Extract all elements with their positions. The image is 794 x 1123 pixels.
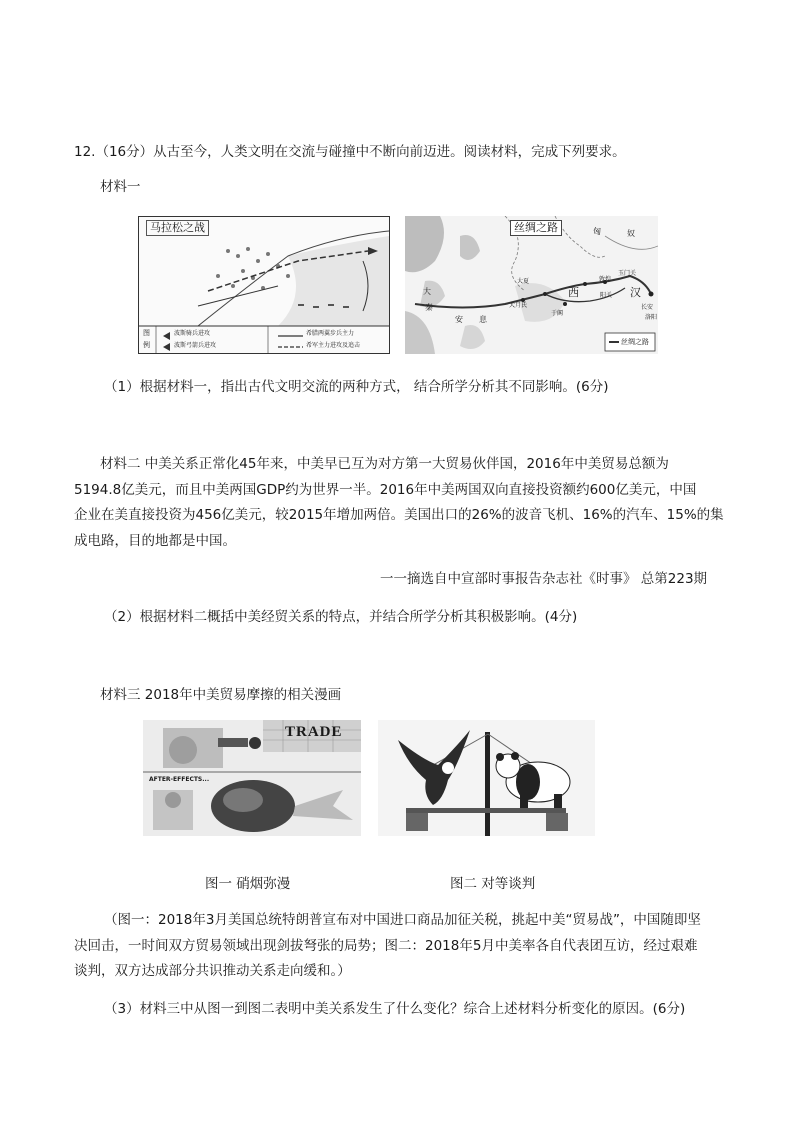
material2-line4: 成电路，目的地都是中国。 — [74, 533, 236, 549]
legend-persian-archers: 波斯弓箭兵进攻 — [174, 342, 217, 349]
material3-note-line2: 决回击，一时间双方贸易领域出现剑拔弩张的局势；图二：2018年5月中美率各自代表团互访，经过艰难 — [74, 938, 698, 954]
place-han: 汉 — [630, 286, 641, 299]
place-dayuezhi: 大月氏 — [509, 302, 528, 309]
place-da: 大 — [423, 287, 431, 296]
place-daxia: 大夏 — [517, 278, 530, 285]
place-xi: 息 — [479, 315, 487, 324]
silk-road-legend: 丝绸之路 — [621, 338, 649, 346]
marathon-battle-map — [138, 216, 390, 354]
cartoon2-caption: 图二 对等谈判 — [450, 876, 536, 892]
place-west: 西 — [568, 286, 579, 299]
question-2: （2）根据材料二概括中美经贸关系的特点，并结合所学分析其积极影响。(4分) — [104, 609, 578, 625]
material1-label: 材料一 — [100, 179, 141, 195]
place-an: 安 — [455, 315, 463, 324]
question-header: 12.（16分）从古至今，人类文明在交流与碰撞中不断向前迈进。阅读材料，完成下列要求。 — [74, 144, 626, 160]
cartoon1-wall-text: TRADE — [285, 724, 343, 740]
place-xiong: 匈 — [593, 227, 601, 236]
silk-road-map — [405, 216, 658, 354]
question-3: （3）材料三中从图一到图二表明中美关系发生了什么变化？综合上述材料分析变化的原因。(6分) — [104, 1001, 686, 1017]
legend-greek-advance: 希军主力进攻及追击 — [306, 342, 361, 349]
question-1: （1）根据材料一，指出古代文明交流的两种方式， 结合所学分析其不同影响。(6分) — [104, 379, 609, 395]
place-dunhuang: 敦煌 — [599, 276, 612, 283]
silk-road-map-title: 丝绸之路 — [510, 220, 562, 236]
material3-note-line1: （图一：2018年3月美国总统特朗普宣布对中国进口商品加征关税，挑起中美“贸易战”，中国随即坚 — [104, 912, 701, 928]
marathon-map-title: 马拉松之战 — [146, 220, 209, 236]
legend-greek-wings: 希腊两翼步兵主力 — [306, 330, 355, 337]
material3-note-line3: 谈判，双方达成部分共识推动关系走向缓和。） — [74, 963, 351, 979]
material2-source: 一一摘选自中宣部时事报告杂志社《时事》 总第223期 — [380, 571, 708, 587]
place-yumenguan: 玉门关 — [618, 270, 637, 277]
place-changan: 长安 — [641, 304, 654, 311]
legend-li: 例 — [143, 341, 150, 349]
cartoon2-drawing — [378, 720, 595, 836]
cartoon-trade-war — [143, 720, 361, 836]
material2-line3: 企业在美直接投资为456亿美元，较2015年增加两倍。美国出口的26%的波音飞机、16%的汽车、15%的集 — [74, 507, 724, 523]
silk-road-map-drawing — [405, 216, 658, 354]
cartoon1-after-effects: AFTER-EFFECTS... — [149, 776, 210, 783]
place-nu: 奴 — [627, 229, 635, 238]
legend-tu: 图 — [143, 329, 150, 337]
place-yutian: 于阗 — [551, 310, 564, 317]
legend-persian-cavalry: 波斯骑兵进攻 — [174, 330, 211, 337]
material2-line2: 5194.8亿美元，而且中美两国GDP约为世界一半。2016年中美两国双向直接投资额约600亿美元，中国 — [74, 482, 697, 498]
place-qin: 秦 — [425, 303, 433, 312]
material3-label: 材料三 2018年中美贸易摩擦的相关漫画 — [100, 687, 342, 703]
place-luoyang: 洛阳 — [645, 314, 658, 321]
cartoon-equal-negotiation — [378, 720, 595, 836]
material2-line1: 材料二 中美关系正常化45年来，中美早已互为对方第一大贸易伙伴国，2016年中美贸易总额为 — [100, 456, 669, 472]
place-yangguan: 阳关 — [600, 292, 613, 299]
cartoon1-caption: 图一 硝烟弥漫 — [205, 876, 291, 892]
